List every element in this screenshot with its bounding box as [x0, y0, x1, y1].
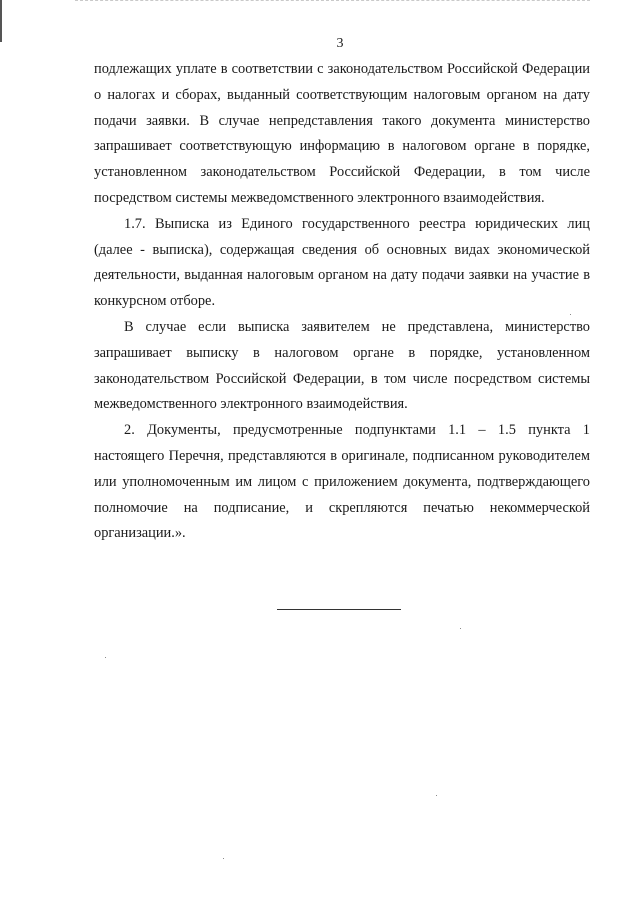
paragraph-item-2: 2. Документы, предусмотренные подпунктами 1.1 – 1.5 пункта 1 настоящего Перечня, представляются в оригинале, подписанном руководителем или уполномоченным им лицом с приложением документа, подтверждающего полномочие на подписание, и скрепляются печатью некоммерческой организации.».: [94, 422, 590, 542]
scan-speck: [436, 795, 437, 796]
end-separator-line: [277, 609, 401, 610]
paragraph-extract-request: В случае если выписка заявителем не представлена, министерство запрашивает выписку в налоговом органе в порядке, установленном законодательством Российской Федерации, в том числе посредством системы межведомственного электронного взаимодействия.: [94, 318, 590, 413]
page-number: 3: [336, 36, 344, 51]
scan-top-border: [75, 0, 590, 1]
scan-speck: [460, 628, 461, 629]
scan-speck: [223, 858, 224, 859]
paragraph-item-1-7: 1.7. Выписка из Единого государственного реестра юридических лиц (далее - выписка), содержащая сведения об основных видах экономической деятельности, выданная налоговым органом на дату подачи заявки на участие в конкурсном отборе.: [94, 215, 590, 310]
document-body: [94, 57, 590, 547]
paragraph-continuation: подлежащих уплате в соответствии с законодательством Российской Федерации о налогах и сборах, выданный соответствующим налоговым органом на дату подачи заявки. В случае непредставления такого документа министерство запрашивает соответствующую информацию в налоговом органе в порядке, установленном законодательством Российской Федерации, в том числе посредством системы межведомственного электронного взаимодействия.: [94, 61, 590, 206]
scan-speck: [105, 657, 106, 658]
scan-speck: [570, 314, 571, 315]
